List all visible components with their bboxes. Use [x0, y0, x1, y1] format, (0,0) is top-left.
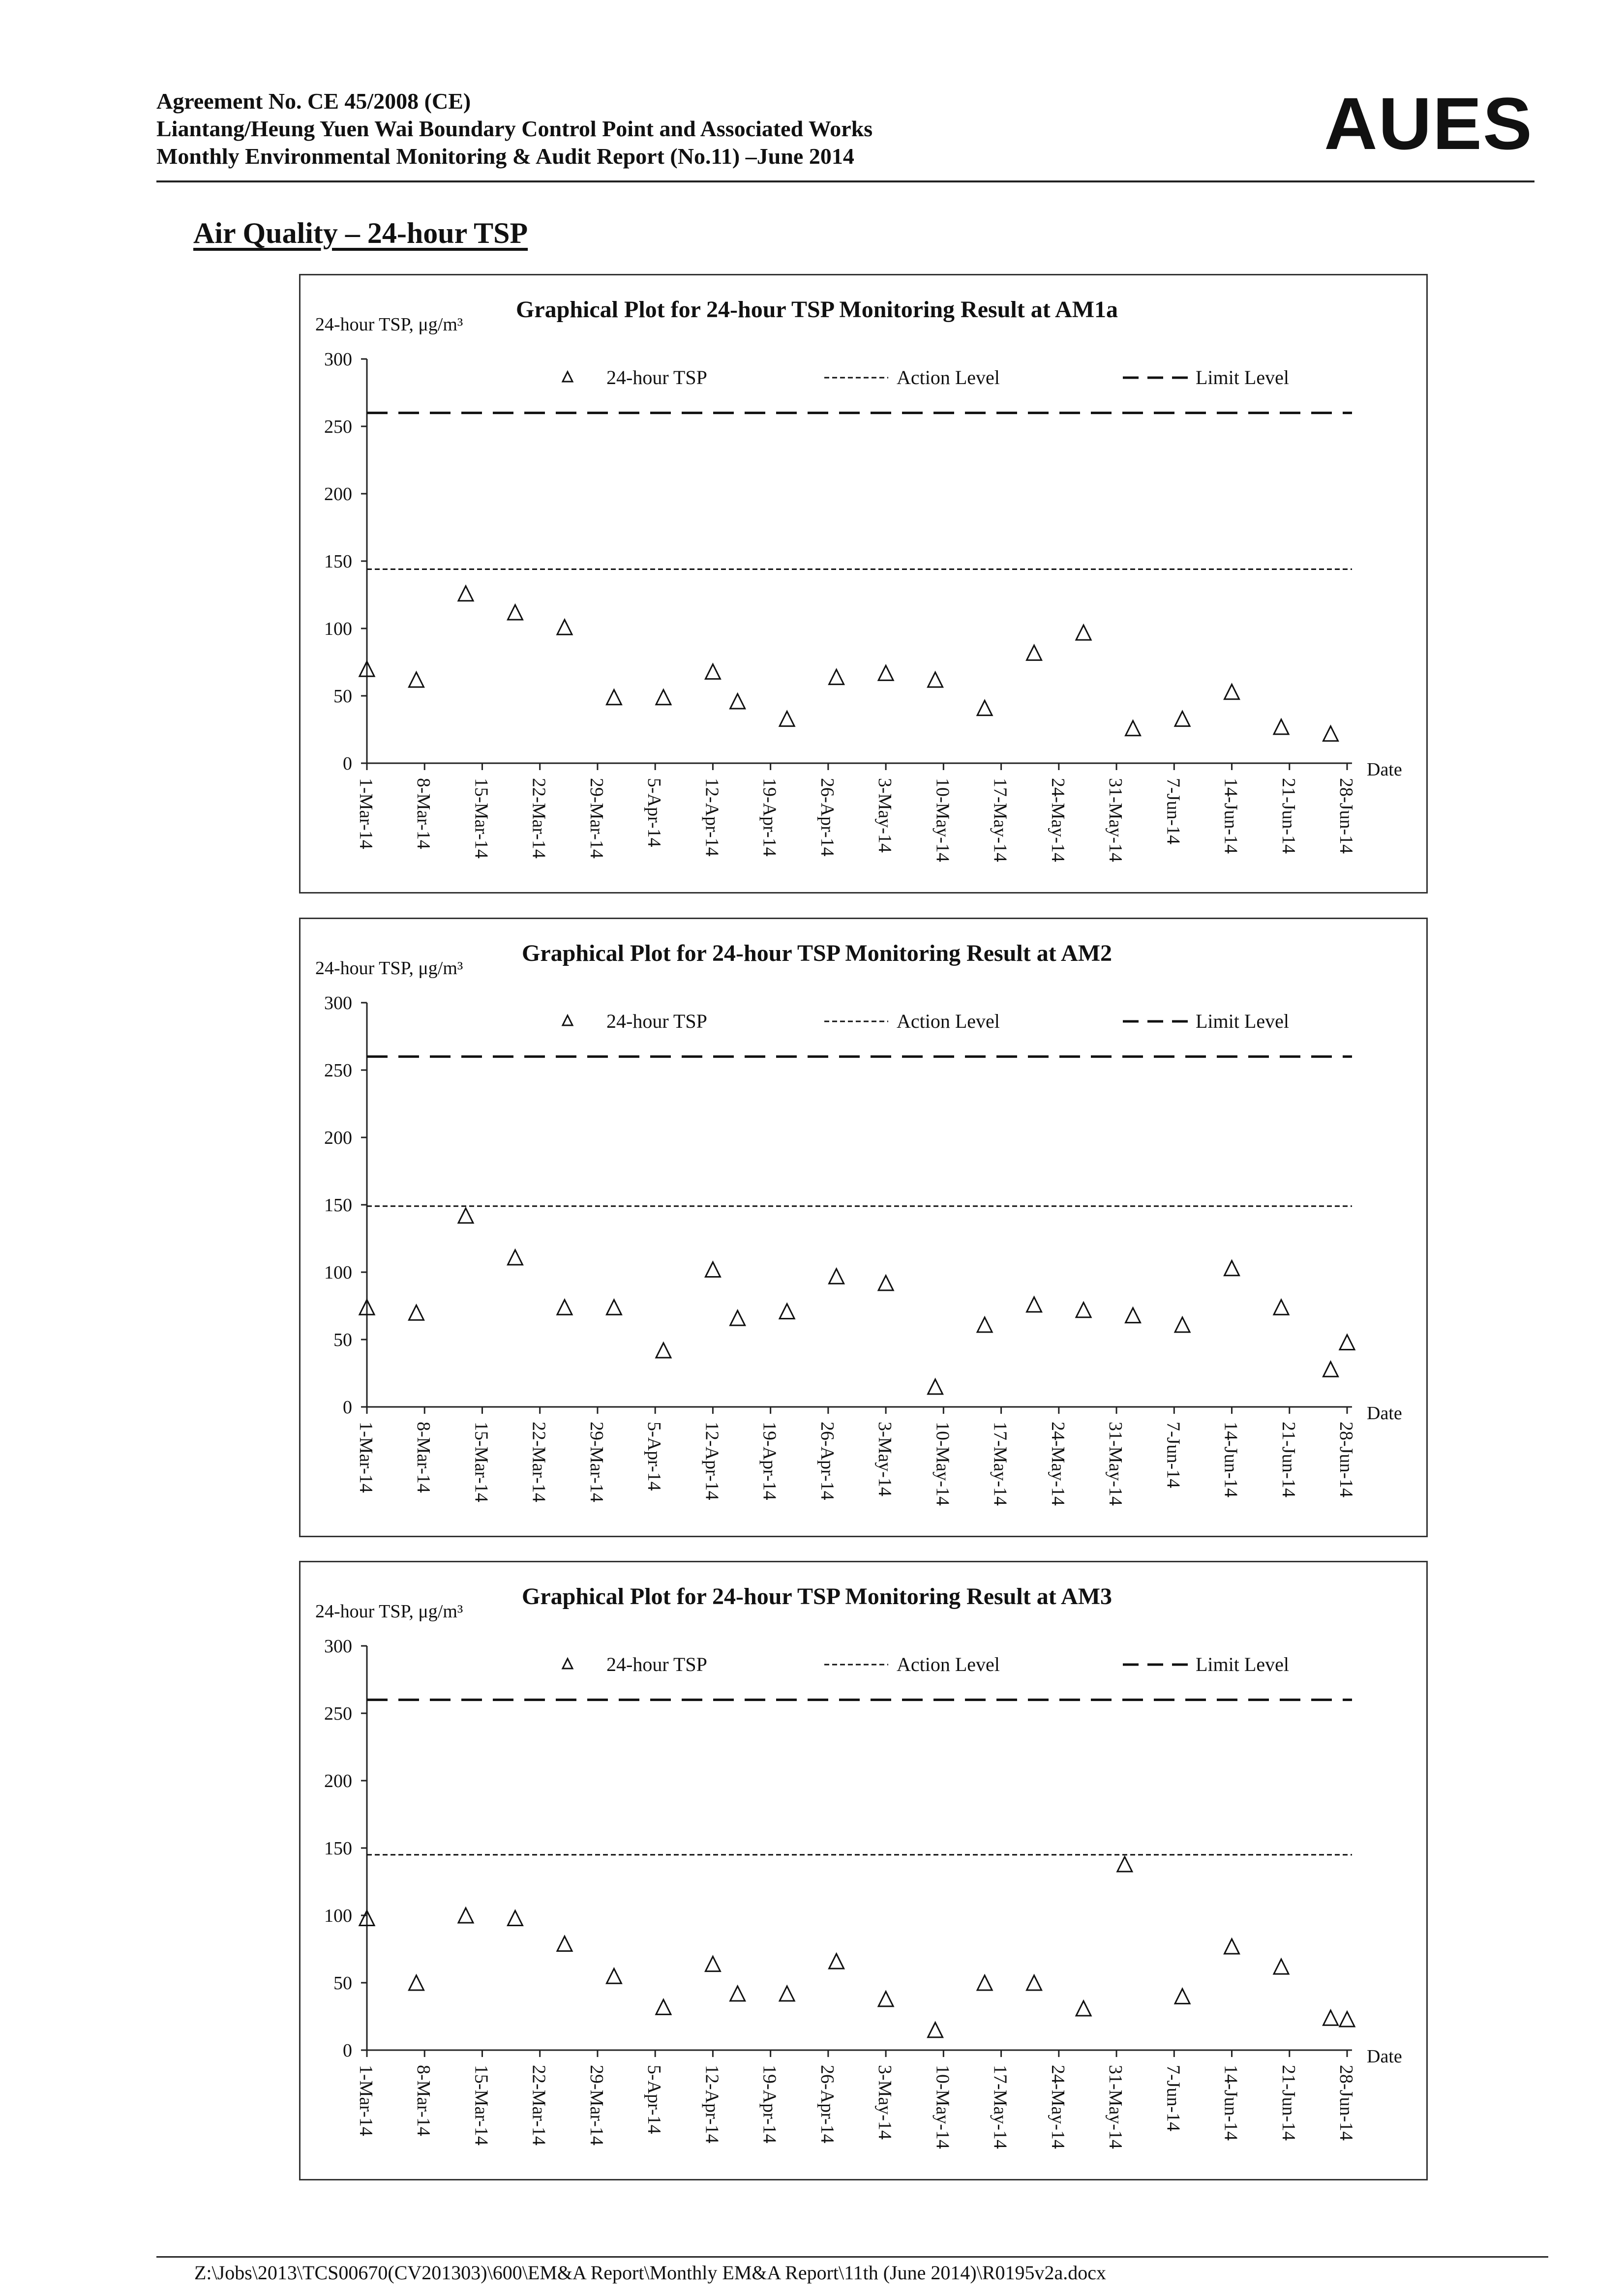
- x-tick-label: 15-Mar-14: [471, 1422, 492, 1502]
- x-tick-label: 3-May-14: [874, 2065, 896, 2140]
- legend-action-label: Action Level: [897, 366, 1000, 388]
- tsp-data-point: [1076, 2001, 1091, 2016]
- tsp-data-point: [829, 670, 844, 685]
- legend-limit-label: Limit Level: [1196, 366, 1289, 388]
- x-tick-label: 26-Apr-14: [816, 1422, 838, 1500]
- header-project: Liantang/Heung Yuen Wai Boundary Control Point and Associated Works: [156, 116, 873, 141]
- tsp-data-point: [730, 1986, 745, 2001]
- tsp-data-point: [508, 1910, 522, 1925]
- x-tick-label: 29-Mar-14: [586, 2065, 607, 2146]
- x-tick-label: 22-Mar-14: [528, 1422, 549, 1502]
- tsp-data-point: [508, 1250, 522, 1265]
- tsp-data-point: [1340, 1335, 1354, 1349]
- footer-divider: [156, 2256, 1548, 2258]
- x-tick-label: 31-May-14: [1105, 1422, 1126, 1506]
- tsp-data-point: [1323, 1362, 1338, 1376]
- tsp-data-point: [1323, 726, 1338, 741]
- x-tick-label: 5-Apr-14: [644, 2065, 665, 2134]
- legend-series-label: 24-hour TSP: [606, 1010, 707, 1032]
- y-tick-label: 250: [324, 1060, 352, 1081]
- x-tick-label: 24-May-14: [1047, 1422, 1068, 1506]
- tsp-data-point: [780, 1304, 794, 1318]
- tsp-data-point: [606, 1968, 621, 1983]
- tsp-data-point: [878, 1992, 893, 2006]
- tsp-data-point: [705, 1262, 720, 1277]
- x-tick-label: 14-Jun-14: [1220, 1422, 1241, 1498]
- chart-am2: [299, 918, 1428, 1537]
- legend-limit-label: Limit Level: [1196, 1010, 1289, 1032]
- tsp-data-point: [878, 665, 893, 680]
- x-tick-label: 10-May-14: [932, 778, 953, 862]
- x-tick-label: 1-Mar-14: [356, 2065, 376, 2136]
- x-tick-label: 8-Mar-14: [413, 2065, 434, 2136]
- footer-path: Z:\Jobs\2013\TCS00670(CV201303)\600\EM&A Report\Monthly EM&A Report\11th (June 2014)\R0195v2a.docx: [194, 2262, 1107, 2284]
- chart-0-group: [315, 297, 1402, 862]
- chart-am1a: [299, 274, 1428, 894]
- section-title: Air Quality – 24-hour TSP: [193, 217, 528, 249]
- tsp-data-point: [458, 1208, 473, 1223]
- y-axis-label: 24-hour TSP, μg/m³: [315, 314, 463, 335]
- tsp-data-point: [557, 620, 572, 634]
- tsp-data-point: [1175, 1989, 1190, 2003]
- x-tick-label: 21-Jun-14: [1278, 2065, 1299, 2141]
- aues-logo: AUES: [1324, 82, 1533, 165]
- y-tick-label: 0: [343, 753, 352, 774]
- tsp-data-point: [928, 2023, 943, 2037]
- x-tick-label: 28-Jun-14: [1336, 2065, 1356, 2141]
- x-tick-label: 15-Mar-14: [471, 778, 492, 859]
- y-tick-label: 200: [324, 1128, 352, 1148]
- legend-limit-label: Limit Level: [1196, 1653, 1289, 1675]
- tsp-data-point: [780, 1986, 794, 2001]
- x-tick-label: 14-Jun-14: [1220, 2065, 1241, 2141]
- tsp-data-point: [730, 1311, 745, 1325]
- tsp-data-point: [1323, 2010, 1338, 2025]
- x-tick-label: 29-Mar-14: [586, 1422, 607, 1502]
- y-tick-label: 300: [324, 993, 352, 1014]
- x-tick-label: 14-Jun-14: [1220, 778, 1241, 854]
- x-tick-label: 19-Apr-14: [759, 778, 780, 857]
- tsp-data-point: [409, 672, 423, 687]
- tsp-data-point: [458, 1908, 473, 1923]
- chart-2-group: [315, 1583, 1402, 2149]
- x-tick-label: 1-Mar-14: [356, 778, 376, 849]
- x-tick-label: 19-Apr-14: [759, 2065, 780, 2144]
- x-tick-label: 17-May-14: [990, 778, 1011, 862]
- x-tick-label: 7-Jun-14: [1163, 1422, 1184, 1489]
- x-tick-label: 17-May-14: [990, 2065, 1011, 2149]
- x-tick-label: 3-May-14: [874, 1422, 896, 1496]
- legend-triangle-marker: [563, 1015, 572, 1025]
- tsp-data-point: [977, 1317, 992, 1332]
- y-tick-label: 100: [324, 619, 352, 639]
- x-tick-label: 10-May-14: [932, 1422, 953, 1506]
- x-tick-label: 17-May-14: [990, 1422, 1011, 1506]
- y-tick-label: 100: [324, 1906, 352, 1926]
- tsp-data-point: [1027, 645, 1042, 660]
- tsp-data-point: [780, 712, 794, 726]
- tsp-data-point: [606, 1300, 621, 1314]
- tsp-data-point: [730, 694, 745, 709]
- x-axis-label: Date: [1367, 759, 1402, 780]
- legend-series-label: 24-hour TSP: [606, 1653, 707, 1675]
- tsp-data-point: [829, 1954, 844, 1968]
- x-tick-label: 24-May-14: [1047, 778, 1068, 862]
- tsp-data-point: [656, 690, 671, 705]
- tsp-data-point: [1117, 1857, 1132, 1872]
- y-tick-label: 250: [324, 1703, 352, 1724]
- legend-series-label: 24-hour TSP: [606, 366, 707, 388]
- tsp-data-point: [1225, 685, 1239, 699]
- tsp-data-point: [705, 664, 720, 679]
- tsp-data-point: [829, 1269, 844, 1283]
- header-agreement: Agreement No. CE 45/2008 (CE): [156, 89, 471, 114]
- x-tick-label: 12-Apr-14: [701, 778, 722, 857]
- tsp-data-point: [1225, 1939, 1239, 1954]
- y-tick-label: 100: [324, 1262, 352, 1283]
- y-tick-label: 200: [324, 1771, 352, 1791]
- x-tick-label: 8-Mar-14: [413, 778, 434, 849]
- tsp-data-point: [409, 1305, 423, 1320]
- legend-action-label: Action Level: [897, 1010, 1000, 1032]
- x-tick-label: 31-May-14: [1105, 2065, 1126, 2149]
- tsp-data-point: [1076, 1303, 1091, 1317]
- x-tick-label: 5-Apr-14: [644, 778, 665, 847]
- x-tick-label: 7-Jun-14: [1163, 2065, 1184, 2132]
- chart-title: Graphical Plot for 24-hour TSP Monitoring Result at AM3: [521, 1583, 1113, 1610]
- chart-am1a-svg: [301, 275, 1429, 895]
- x-tick-label: 1-Mar-14: [356, 1422, 376, 1493]
- tsp-data-point: [1175, 712, 1190, 726]
- tsp-data-point: [1126, 721, 1141, 736]
- y-axis-label: 24-hour TSP, μg/m³: [315, 958, 463, 979]
- x-tick-label: 5-Apr-14: [644, 1422, 665, 1491]
- tsp-data-point: [656, 1999, 671, 2014]
- tsp-data-point: [458, 586, 473, 601]
- x-tick-label: 21-Jun-14: [1278, 778, 1299, 854]
- tsp-data-point: [928, 672, 943, 687]
- chart-am2-svg: [301, 919, 1429, 1539]
- x-tick-label: 12-Apr-14: [701, 2065, 722, 2144]
- x-tick-label: 8-Mar-14: [413, 1422, 434, 1493]
- x-tick-label: 3-May-14: [874, 778, 896, 853]
- x-tick-label: 10-May-14: [932, 2065, 953, 2149]
- x-tick-label: 28-Jun-14: [1336, 778, 1356, 854]
- y-axis-label: 24-hour TSP, μg/m³: [315, 1601, 463, 1622]
- y-tick-label: 300: [324, 1636, 352, 1657]
- x-tick-label: 12-Apr-14: [701, 1422, 722, 1500]
- chart-title: Graphical Plot for 24-hour TSP Monitoring Result at AM2: [521, 940, 1113, 966]
- x-tick-label: 31-May-14: [1105, 778, 1126, 862]
- tsp-data-point: [1274, 1300, 1289, 1314]
- x-axis-label: Date: [1367, 1403, 1402, 1424]
- tsp-data-point: [1027, 1297, 1042, 1312]
- tsp-data-point: [977, 701, 992, 716]
- tsp-data-point: [557, 1300, 572, 1314]
- tsp-data-point: [1225, 1261, 1239, 1276]
- chart-title: Graphical Plot for 24-hour TSP Monitoring Result at AM1a: [515, 297, 1118, 323]
- tsp-data-point: [705, 1957, 720, 1971]
- y-tick-label: 150: [324, 551, 352, 572]
- tsp-data-point: [1076, 625, 1091, 640]
- x-axis-label: Date: [1367, 2046, 1402, 2067]
- chart-1-group: [315, 940, 1402, 1506]
- tsp-data-point: [977, 1975, 992, 1990]
- tsp-data-point: [928, 1379, 943, 1394]
- y-tick-label: 50: [333, 1330, 352, 1350]
- tsp-data-point: [878, 1276, 893, 1290]
- tsp-data-point: [1027, 1975, 1042, 1990]
- y-tick-label: 200: [324, 484, 352, 505]
- x-tick-label: 19-Apr-14: [759, 1422, 780, 1500]
- y-tick-label: 150: [324, 1195, 352, 1216]
- x-tick-label: 22-Mar-14: [528, 778, 549, 859]
- tsp-data-point: [1175, 1317, 1190, 1332]
- y-tick-label: 0: [343, 2040, 352, 2061]
- x-tick-label: 22-Mar-14: [528, 2065, 549, 2146]
- x-tick-label: 28-Jun-14: [1336, 1422, 1356, 1498]
- header-report: Monthly Environmental Monitoring & Audit Report (No.11) –June 2014: [156, 144, 854, 169]
- chart-am3: [299, 1561, 1428, 2180]
- x-tick-label: 15-Mar-14: [471, 2065, 492, 2146]
- tsp-data-point: [508, 605, 522, 620]
- header-divider: [156, 180, 1534, 182]
- x-tick-label: 7-Jun-14: [1163, 778, 1184, 845]
- legend-triangle-marker: [563, 372, 572, 382]
- tsp-data-point: [1340, 2012, 1354, 2027]
- y-tick-label: 300: [324, 349, 352, 370]
- legend-action-label: Action Level: [897, 1653, 1000, 1675]
- x-tick-label: 29-Mar-14: [586, 778, 607, 859]
- legend-triangle-marker: [563, 1659, 572, 1669]
- tsp-data-point: [606, 690, 621, 705]
- tsp-data-point: [1274, 719, 1289, 734]
- x-tick-label: 21-Jun-14: [1278, 1422, 1299, 1498]
- y-tick-label: 50: [333, 1973, 352, 1994]
- y-tick-label: 50: [333, 686, 352, 707]
- tsp-data-point: [557, 1937, 572, 1951]
- tsp-data-point: [656, 1343, 671, 1358]
- y-tick-label: 0: [343, 1397, 352, 1418]
- x-tick-label: 26-Apr-14: [816, 2065, 838, 2144]
- tsp-data-point: [1274, 1959, 1289, 1974]
- y-tick-label: 150: [324, 1838, 352, 1859]
- tsp-data-point: [1126, 1308, 1141, 1323]
- x-tick-label: 24-May-14: [1047, 2065, 1068, 2149]
- y-tick-label: 250: [324, 417, 352, 437]
- tsp-data-point: [409, 1975, 423, 1990]
- x-tick-label: 26-Apr-14: [816, 778, 838, 857]
- chart-am3-svg: [301, 1562, 1429, 2182]
